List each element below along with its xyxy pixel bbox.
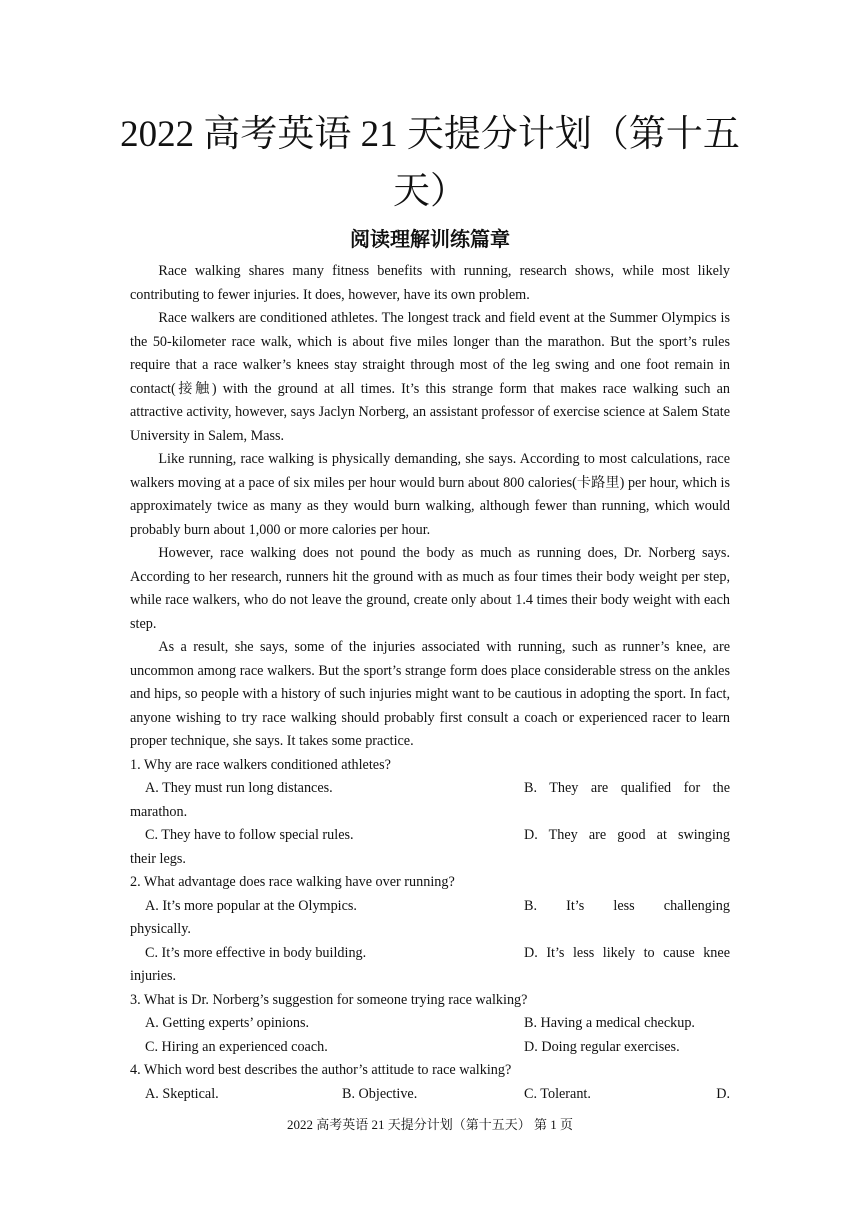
option-d-continued: injuries. xyxy=(130,968,177,984)
question-4 xyxy=(130,1059,730,1106)
question-3 xyxy=(130,989,730,1060)
paragraph: Like running, race walking is physically demanding, she says. According to most calculations, race walkers moving at a pace of six miles per hour would burn about 800 calories(卡路里) per hour, which is approximately twice as many as they would burn walking, although fewer than running, which would probably burn about 1,000 or more calories per hour. xyxy=(130,451,730,538)
question-stem: 1. Why are race walkers conditioned athletes? xyxy=(130,756,391,773)
option-b: B. Objective. xyxy=(342,1085,418,1102)
option-a: A. It’s more popular at the Olympics. xyxy=(145,897,357,914)
option-d: D. Doing regular exercises. xyxy=(524,1038,680,1055)
option-d: D. They are good at swinging xyxy=(524,827,730,843)
option-a: A. Skeptical. xyxy=(145,1085,219,1102)
option-d: D. xyxy=(716,1085,730,1102)
option-d: D. It’s less likely to cause knee xyxy=(524,944,730,961)
option-a: A. They must run long distances. xyxy=(145,780,333,796)
option-c: C. Hiring an experienced coach. xyxy=(145,1038,328,1055)
question-2 xyxy=(130,871,730,989)
question-stem: 3. What is Dr. Norberg’s suggestion for someone trying race walking? xyxy=(130,991,528,1008)
question-stem: 2. What advantage does race walking have over running? xyxy=(130,874,455,890)
option-d-continued: their legs. xyxy=(130,850,186,867)
option-b: B. It’s less challenging xyxy=(524,897,730,914)
paragraph: Race walkers are conditioned athletes. The longest track and field event at the Summer Olympics is the 50-kilometer race walk, which is about five miles longer than the marathon. But the sport’s rules require that a race walker’s knees stay straight through most of the leg swing and one foot remain in contact(接触) with the ground at all times. It’s this strange form that makes race walking such an attractive activity, however, says Jaclyn Norberg, an assistant professor of exercise science at Salem State University in Salem, Mass. xyxy=(130,310,730,444)
option-b-continued: marathon. xyxy=(130,803,188,820)
question-1 xyxy=(130,754,730,872)
option-b: B. Having a medical checkup. xyxy=(524,1015,695,1031)
page-footer: 2022 高考英语 21 天提分计划（第十五天） 第 1 页 xyxy=(286,1117,573,1132)
paragraph: Race walking shares many fitness benefits with running, research shows, while most likely contributing to fewer injuries. It does, however, have its own problem. xyxy=(130,263,730,303)
option-b: B. They are qualified for the xyxy=(524,780,730,796)
option-c: C. They have to follow special rules. xyxy=(145,827,354,843)
article-body xyxy=(130,260,730,1106)
option-c: C. Tolerant. xyxy=(524,1085,591,1102)
paragraph: As a result, she says, some of the injuries associated with running, such as runner’s knee, are uncommon among race walkers. But the sport’s strange form does place considerable stress on the ankles and hips, so people with a history of such injuries might want to be cautious in adopting the sport. In fact, anyone wishing to try race walking should probably first consult a coach or experienced racer to learn proper technique, she says. It takes some practice. xyxy=(130,639,730,749)
option-b-continued: physically. xyxy=(130,921,191,937)
question-stem: 4. Which word best describes the author’s attitude to race walking? xyxy=(130,1062,512,1078)
page-title: 2022 高考英语 21 天提分计划（第十五天） xyxy=(120,114,740,212)
option-a: A. Getting experts’ opinions. xyxy=(145,1015,310,1031)
option-c: C. It’s more effective in body building. xyxy=(145,944,367,961)
paragraph: However, race walking does not pound the body as much as running does, Dr. Norberg says. According to her research, runners hit the ground with as much as four times their body weight per step, while race walkers, who do not leave the ground, create only about 1.4 times their body weight with each step. xyxy=(130,545,730,632)
section-subtitle: 阅读理解训练篇章 xyxy=(350,227,510,251)
